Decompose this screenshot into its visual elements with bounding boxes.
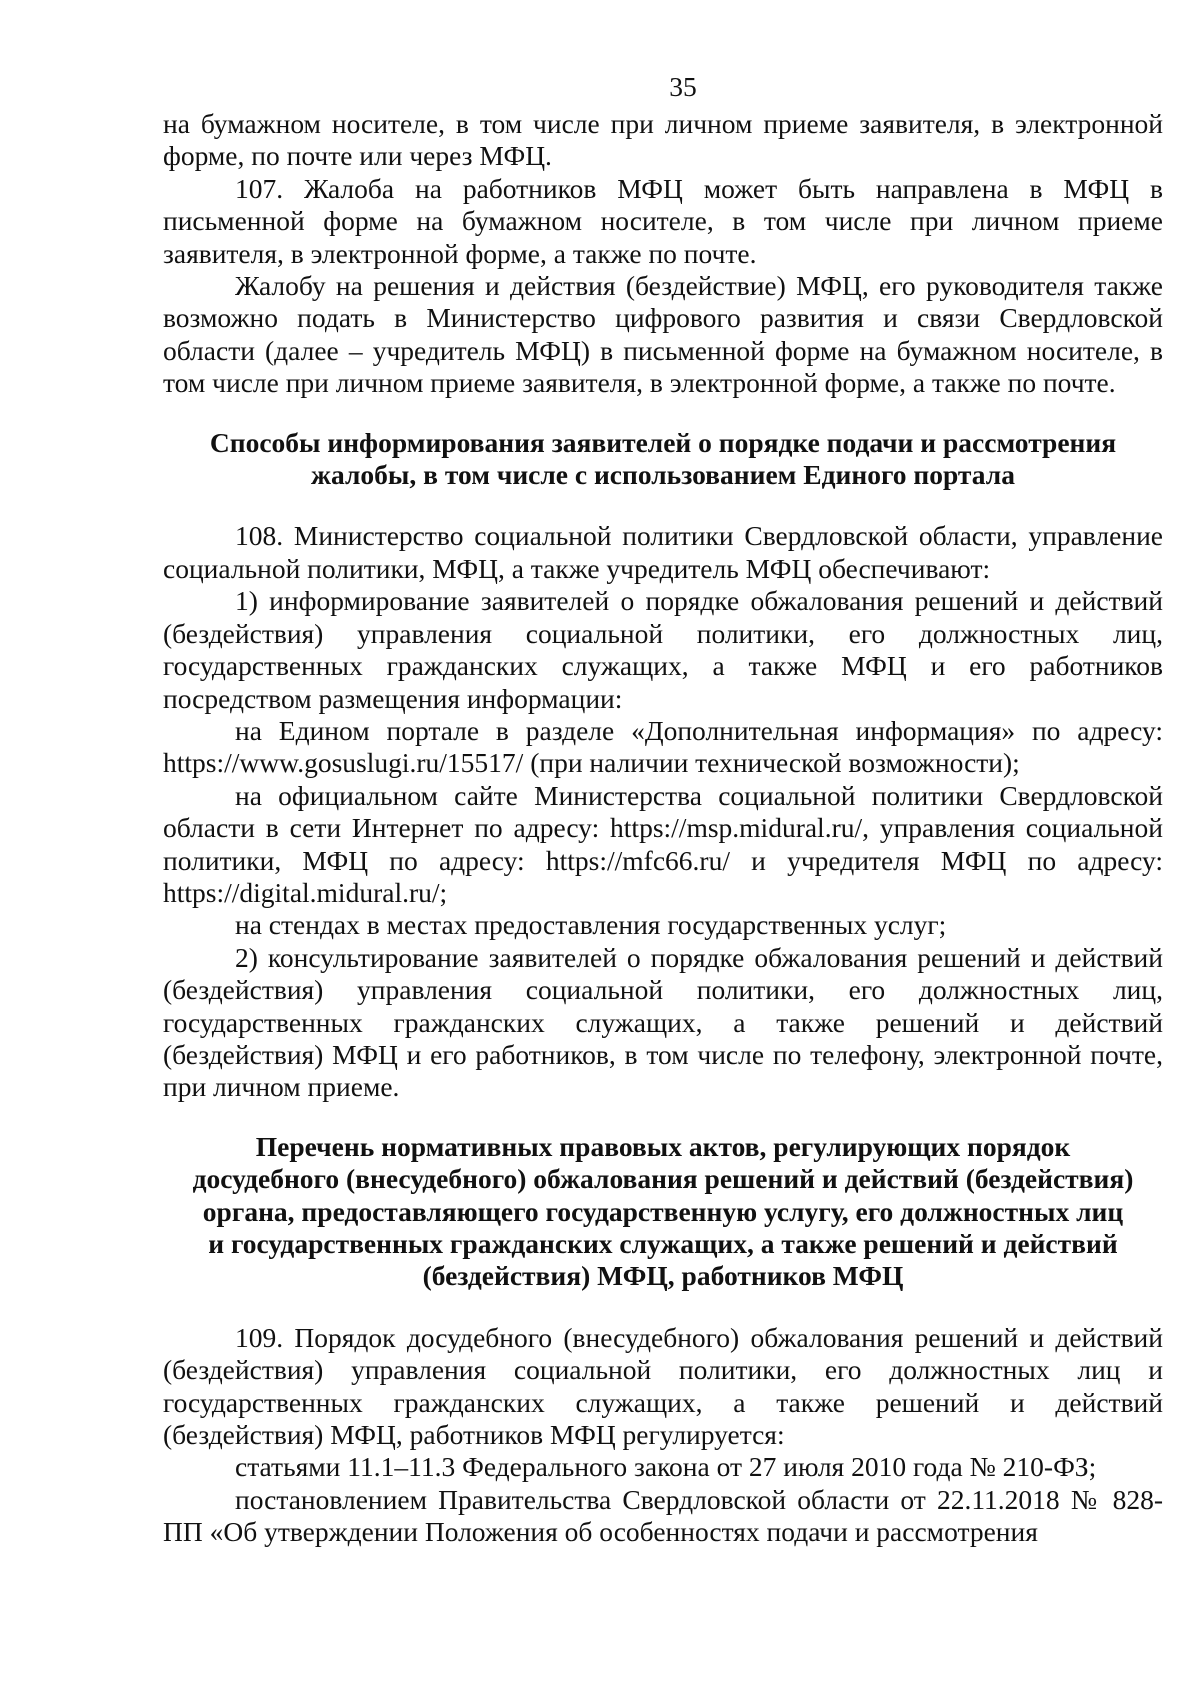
paragraph-complaint-ministry: Жалобу на решения и действия (бездействие) МФЦ, его руководителя также возможно подать в Министерство цифрового развития и связи Свердловской области (далее – учредитель МФЦ) в письменной форме на бумажном носителе, в том числе при личном приеме заявителя, в электронной форме, а также по почте. [163,270,1163,399]
spacer [163,400,1163,427]
paragraph-stands: на стендах в местах предоставления государственных услуг; [235,909,947,941]
heading-line: Способы информирования заявителей о порядке подачи и рассмотрения [209,426,1117,458]
paragraph-gosuslugi: на Едином портале в разделе «Дополнительная информация» по адресу: https://www.gosuslugi.ru/15517/ (при наличии технической возможности); [163,714,1163,779]
heading-line: жалобы, в том числе с использованием Единого портала [311,459,1015,491]
spacer [163,491,1163,520]
spacer [163,1104,1163,1131]
document-page [163,72,1163,1549]
page-number: 35 [669,71,697,102]
section-heading-informing [163,427,1163,492]
paragraph-108: 108. Министерство социальной политики Свердловской области, управление социальной политики, МФЦ, а также учредитель МФЦ обеспечивают: [163,520,1163,584]
heading-line: органа, предоставляющего государственную услугу, его должностных лиц [202,1195,1124,1227]
paragraph-official-sites: на официальном сайте Министерства социальной политики Свердловской области в сети Интернет по адресу: https://msp.midural.ru/, управления социальной политики, МФЦ по адресу: https://mfc66.ru/ и учредителя МФЦ по адресу: https://digital.midural.ru/; [163,779,1163,908]
heading-line: и государственных гражданских служащих, а также решений и действий [208,1228,1118,1259]
paragraph-108-item-1: 1) информирование заявителей о порядке обжалования решений и действий (бездействия) управления социальной политики, его должностных лиц, государственных гражданских служащих, а также МФЦ и его работников посредством размещения информации: [163,585,1163,714]
spacer [163,1293,1163,1322]
heading-line: Перечень нормативных правовых актов, регулирующих порядок [255,1130,1071,1162]
paragraph-107: 107. Жалоба на работников МФЦ может быть направлена в МФЦ в письменной форме на бумажном носителе, в том числе при личном приеме заявителя, в электронной форме, а также по почте. [163,172,1163,269]
paragraph-continuation: на бумажном носителе, в том числе при личном приеме заявителя, в электронной форме, по почте или через МФЦ. [163,108,1163,172]
paragraph-109: 109. Порядок досудебного (внесудебного) обжалования решений и действий (бездействия) управления социальной политики, его должностных лиц и государственных гражданских служащих, а также решений и действий (бездействия) МФЦ, работников МФЦ регулируется: [163,1321,1163,1451]
paragraph-government-decree: постановлением Правительства Свердловской области от 22.11.2018 № 828-ПП «Об утверждении Положения об особенностях подачи и рассмотрения [163,1483,1163,1548]
heading-line: досудебного (внесудебного) обжалования решений и действий (бездействия) [192,1163,1134,1195]
heading-line: (бездействия) МФЦ, работников МФЦ [422,1260,904,1292]
section-heading-legal-acts [163,1131,1163,1293]
paragraph-federal-law: статьями 11.1–11.3 Федерального закона от 27 июля 2010 года № 210-ФЗ; [235,1451,1097,1483]
paragraph-108-item-2: 2) консультирование заявителей о порядке обжалования решений и действий (бездействия) управления социальной политики, его должностных лиц, государственных гражданских служащих, а также решений и действий (бездействия) МФЦ и его работников, в том числе по телефону, электронной почте, при личном приеме. [163,941,1163,1103]
